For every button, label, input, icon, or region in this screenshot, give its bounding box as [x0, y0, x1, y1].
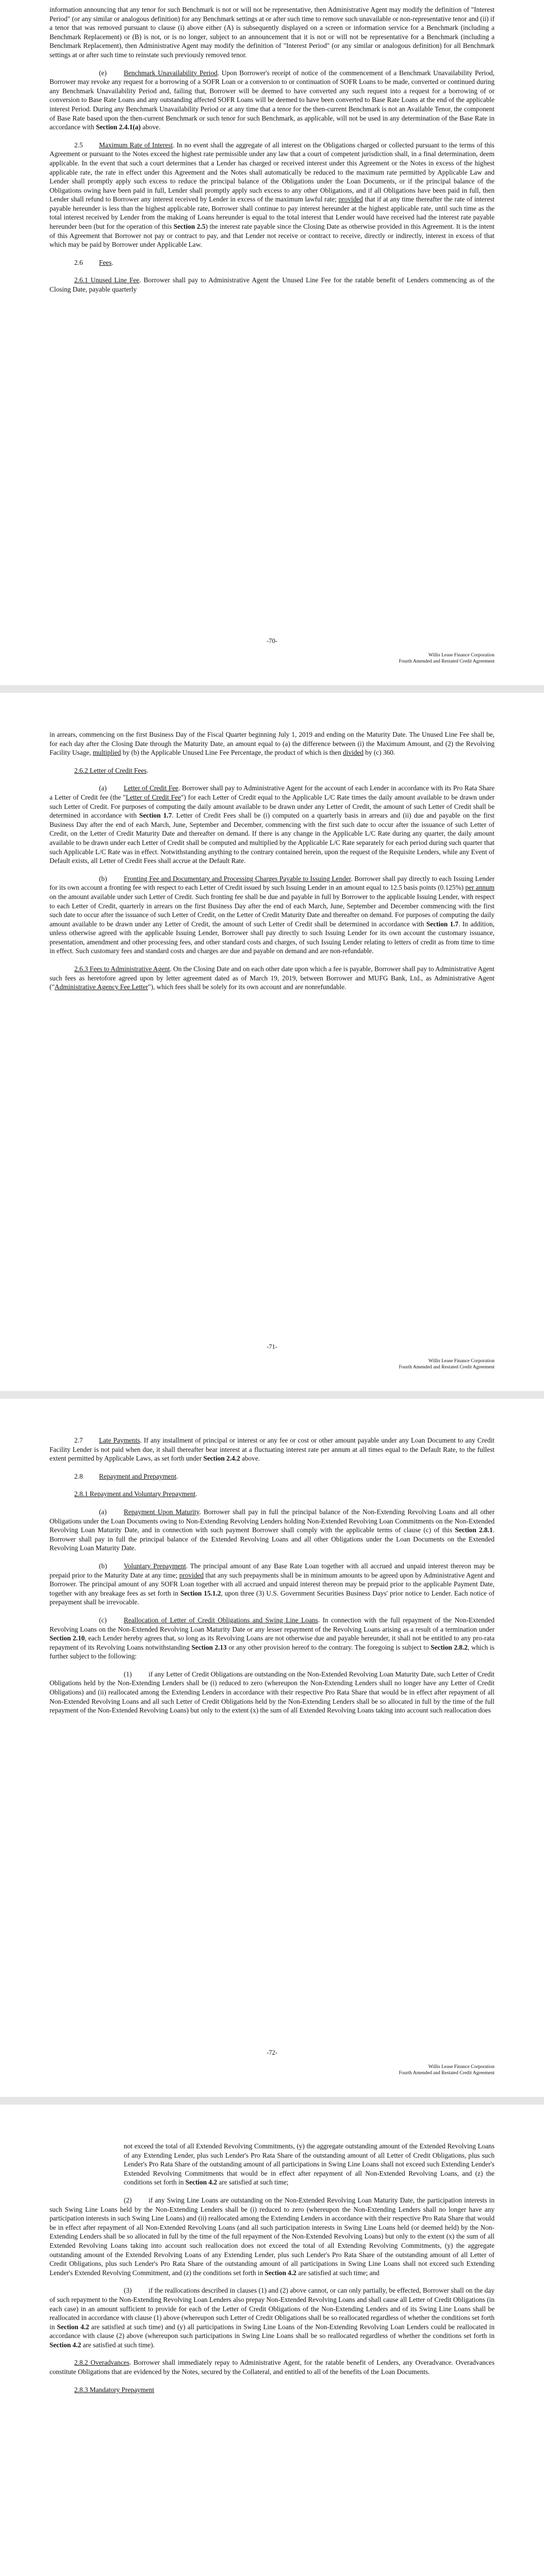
section-title: Late Payments	[99, 1436, 140, 1444]
divided-term: divided	[343, 749, 364, 757]
subsection-title: 2.6.3 Fees to Administrative Agent	[74, 965, 170, 973]
company-name: Willis Lease Finance Corporation	[428, 2064, 494, 2070]
clause-text: . Borrower shall pay in full the principal balance of the Non-Extending Revolving Loans and all other Obligations under the Loan Documents owing to Non-Extending Revolving Lenders holding Non-Extended Revolving Loan Commitments on the Non-Extended Revolving Loan Maturity Date, and in connection with such payment Borrower shall comply with the applicable terms of clause (c) of this	[50, 1507, 494, 1534]
section-2-6-3	[50, 964, 494, 992]
section-2-6-2-heading: 2.6.2 Letter of Credit Fees.	[74, 766, 149, 774]
item-text: if the reallocations described in clauses (1) and (2) above cannot, or can only partially, be effected, Borrower shall on the day of such repayment to the Non-Extending Revolving Loan Lenders also prepay Non-Extended Revolving Loans and shall cause all Letter of Credit Obligations (in each case) in an amount sufficient to provide for each of the Letter of Credit Obligations of the Non-Extending Lenders and of its Swing Line Loans shall be reallocated in accordance with clause (1) above (whereupon such Letter of Credit Obligations shall be so reallocated regardless of whether the conditions set forth in	[50, 2286, 494, 2331]
clause-text: , each Lender hereby agrees that, so long as its Revolving Loans are not otherwise due and payable hereunder, it shall not be entitled to any pro-rata repayment of its Revolving Loans notwithstanding	[50, 1634, 494, 1651]
clause-text: ") for each Letter of Credit equal to the Applicable L/C Rate times the daily amount available to be drawn under such Letter of Credit. For purposes of computing the daily amount available to be drawn under any Letter of Credit, the amount of such Letter of Credit shall be determined in accordance with	[50, 793, 495, 820]
page-72	[0, 1399, 544, 2097]
subsection-title: 2.6.2 Letter of Credit Fees	[74, 766, 147, 774]
section-reference: Section 2.13	[191, 1643, 227, 1651]
clause-title: Benchmark Unavailability Period	[124, 69, 218, 77]
section-2-6-heading: 2.6 Fees.	[74, 258, 113, 266]
item-number: (1)	[124, 1670, 132, 1678]
clause-number: (c)	[99, 1616, 107, 1624]
subsection-title: 2.8.1 Repayment and Voluntary Prepayment	[74, 1490, 196, 1498]
document-footer	[50, 1358, 494, 1370]
section-reference: Section 15.1.2	[180, 1589, 221, 1597]
paragraph-benchmark-unavailability	[50, 69, 494, 132]
item-number: (3)	[124, 2286, 132, 2295]
page-footer	[50, 2049, 494, 2076]
section-title: Fees	[99, 258, 112, 266]
subsection-title: 2.6.1 Unused Line Fee	[74, 276, 140, 284]
defined-term: Administrative Agency Fee Letter	[54, 983, 149, 991]
section-2-7	[50, 1436, 494, 1463]
clause-title: Fronting Fee and Documentary and Processing Charges Payable to Issuing Lender	[124, 874, 351, 883]
clause-text: . Upon Borrower's receipt of notice of the commencement of a Benchmark Unavailability Period, Borrower may revoke any request for a borrowing of a SOFR Loan or a conversion to or continuation of SOFR Loans to be made, converted or continued during any Benchmark Unavailability Period and, failing that, Borrower will be deemed to have converted any such request into a request for a borrowing of or conversion to Base Rate Loans and any outstanding affected SOFR Loans will be deemed to have been converted to Base Rate Loans at the end of the applicable interest Period. During any Benchmark Unavailability Period or at any time that a tenor for the then-current Benchmark is not an Available Tenor, the component of Base Rate based upon the then-current Benchmark or such tenor for such Benchmark, as applicable, will not be used in any determination of the Base Rate in accordance with	[50, 69, 494, 131]
section-reference: Section 2.5	[173, 223, 206, 231]
page-number: -71-	[267, 1343, 277, 1350]
clause-text: . Borrower shall pay to Administrative Agent for the account of each Lender in accordance with its Pro Rata Share a Letter of Credit fee (the "	[50, 784, 494, 801]
item-text: are satisfied at such time) and (y) all participations in Swing Line Loans of the Non-Extending Revolving Loan Lenders could be reallocated in accordance with clause (2) above (whereupon such participations in Swing Line Loans shall be so reallocated regardless of whether the conditions set forth in	[50, 2323, 494, 2340]
document-footer	[50, 652, 494, 665]
item-text: if any Letter of Credit Obligations are outstanding on the Non-Extended Revolving Loan Maturity Date, such Letter of Credit Obligations held by the Non-Extending Lenders shall be (i) reduced to zero (whereupon the Non-Extending Lenders shall no longer have any Letter of Credit Obligations) and (ii) reallocated among the Extending Lenders in accordance with their respective Pro Rata Share that would be in effect after repayment of all Non-Extended Revolving Loans and all such Letter of Credit Obligations held by the Non-Extending Lenders shall be so allocated in full by the time of the full repayment of the Non-Extended Revolving Loans) but only to the extent (x) the sum of all Extended Revolving Loans taking into account such reallocation does	[50, 1670, 494, 1715]
defined-term: Letter of Credit Fee	[125, 793, 181, 801]
section-2-8-3-heading	[50, 2385, 494, 2395]
document-title: Fourth Amended and Restated Credit Agreement	[399, 1365, 494, 1370]
section-reference: Section 1.7	[139, 811, 172, 820]
subsection-text: "), which fees shall be solely for its own account and are nonrefundable.	[148, 983, 347, 991]
paragraph-item-1	[50, 1670, 494, 1715]
paragraph-unused-line-fee-cont	[50, 730, 494, 757]
section-reference: Section 2.4.2	[203, 1454, 240, 1463]
item-text: are satisfied at such time;	[217, 2178, 289, 2187]
section-text: that if at any time thereafter the rate of interest payable hereunder is less than the highest applicable rate, Borrower shall continue to pay interest hereunder at the highest applicable rate, until such time as the total interest received by Lender from the making of Loans hereunder is equal to the total interest that Lender would have received had the interest rate payable hereunder been (but for the operation of this	[50, 195, 495, 231]
multiplied-term: multiplied	[92, 749, 121, 757]
section-reference: Section 4.2	[50, 2341, 81, 2349]
clause-text: . In addition, unless otherwise agreed with the applicable Issuing Lender, Borrower shall pay directly to such Issuing Lender for its own account the customary issuance, presentation, amendment and other processing fees, and other standard costs and charges, of such Issuing Lender relating to letters of credit as from time to time in effect. Such customary fees and standard costs and charges are due and payable on demand and are non-refundable.	[50, 920, 494, 955]
clause-title: Letter of Credit Fee	[124, 784, 178, 792]
paragraph-reallocation	[50, 1616, 494, 1661]
paragraph-voluntary-prepayment	[50, 1562, 494, 1607]
clause-number: (b)	[99, 1562, 107, 1570]
clause-number: (a)	[99, 1507, 107, 1516]
per-annum-term: per annum	[465, 884, 494, 892]
section-text: above.	[240, 1454, 260, 1463]
section-reference: Section 1.7	[426, 920, 459, 928]
paragraph-benchmark-tenor: information announcing that any tenor for such Benchmark is not or will not be representative, then Administrative Agent may modify the definition of "Interest Period" (or any similar or analogous definition) for any Benchmark settings at or after such time to remove such unavailable or non-representative tenor and (ii) if a tenor that was removed pursuant to clause (i) above either (A) is subsequently displayed on a screen or information service for a Benchmark (including a Benchmark Replacement) or (B) is not, or is no longer, subject to an announcement that it is not or will not be representative for a Benchmark (including a Benchmark Replacement), then Administrative Agent may modify the definition of "Interest Period" (or any similar or analogous definition) for all Benchmark settings at or after such time to reinstate such previously removed tenor.	[50, 6, 494, 59]
page-footer	[50, 1343, 494, 1370]
section-reference: Section 2.4.1(a)	[96, 123, 141, 131]
section-number: 2.6	[74, 258, 83, 266]
section-reference: Section 4.2	[265, 2268, 296, 2277]
section-number: 2.5	[74, 141, 83, 149]
paragraph-text: in arrears, commencing on the first Business Day of the Fiscal Quarter beginning July 1, 2019 and ending on the Maturity Date. The Unused Line Fee shall be, for each day after the Closing Date through the Maturity Date, an amount equal to (a) the difference between (i) the Maximum Amount, and (2) the Revolving Facility Usage,	[50, 731, 494, 757]
clause-text: . Borrower shall pay directly to each Issuing Lender for its own account a fronting fee with respect to each Letter of Credit issued by such Issuing Lender in an amount equal to 12.5 basis points (0.125%)	[50, 874, 494, 892]
section-title: Repayment and Prepayment	[99, 1472, 176, 1480]
section-2-6-1	[50, 276, 494, 294]
paragraph-fronting-fee	[50, 874, 494, 956]
clause-text: that any such prepayments shall be in minimum amounts to be agreed upon by Administrative Agent and Borrower. The principal amount of any SOFR Loan together with all accrued and unpaid interest thereon may be prepaid prior to the applicable Payment Date, together with any breakage fees as set forth in	[50, 1571, 494, 1597]
clause-title: Repayment Upon Maturity	[124, 1507, 200, 1516]
section-2-8-1-heading: 2.8.1 Repayment and Voluntary Prepayment.	[74, 1490, 197, 1498]
provided-term: provided	[179, 1571, 204, 1579]
section-reference: Section 4.2	[57, 2323, 89, 2331]
clause-text: , which is further subject to the following:	[50, 1643, 494, 1660]
item-text: if any Swing Line Loans are outstanding on the Non-Extended Revolving Loan Maturity Date, the participation interests in such Swing Line Loans held by the Non-Extending Lenders shall be (i) reduced to zero (whereupon the Non-Extending Lenders shall no longer have any participation interests in such Swing Line Loans) and (ii) reallocated among the Extending Lenders in accordance with their respective Pro Rata Share that would be in effect after repayment of all Non-Extended Revolving Loans (and all such participation interests in Swing Line Loans held (or deemed held) by the Non-Extending Lenders shall be so allocated in full by the time of the full repayment of the Non-Extended Revolving Loans) but only to the extent (x) the sum of all Extended Revolving Loans taking into account such reallocation does not exceed the total of all Extending Revolving Commitments, (y) the aggregate outstanding amount of the Extended Revolving Loans of any Extending Lender, plus such Lender's Pro Rata Share of the outstanding amount of all Letter of Credit Obligations, plus such Lender's Pro Rata Share of the outstanding amount of all participations in Swing Line Loans shall not exceed such Extending Lender's Extended Revolving Commitment, and (z) the conditions set forth in	[50, 2196, 494, 2277]
paragraph-letter-of-credit-fee	[50, 784, 494, 865]
section-reference: Section 2.10	[50, 1634, 85, 1642]
provided-term: provided	[338, 195, 363, 204]
section-number: 2.8	[74, 1472, 83, 1480]
section-2-8-heading: 2.8 Repayment and Prepayment.	[74, 1472, 178, 1480]
subsection-title: 2.8.3 Mandatory Prepayment	[74, 2385, 155, 2394]
page-number: -70-	[267, 637, 277, 645]
clause-title: Reallocation of Letter of Credit Obligations and Swing Line Loans	[124, 1616, 318, 1624]
subsection-text: . Borrower shall immediately repay to Administrative Agent, for the ratable benefit of Lenders, any Overadvance. Overadvances constitute Obligations that are evidenced by the Notes, secured by the Collateral, and entitled to all of the benefits of the Loan Documents.	[50, 2359, 494, 2376]
document-title: Fourth Amended and Restated Credit Agreement	[399, 659, 494, 664]
clause-text: . In connection with the full repayment of the Non-Extended Revolving Loans on the Non-Extended Revolving Loan Maturity Date or any lesser repayment of the Revolving Loans arising as a result of a termination under	[50, 1616, 494, 1633]
paragraph-text: by (c) 360.	[363, 749, 395, 757]
clause-text: on the amount available under such Letter of Credit. Such fronting fee shall be due and payable in full by Borrower to the applicable Issuing Lender, with respect to each Letter of Credit, quarterly in arrears on the first Business Day after the end of each March, June, September and December commencing with the first such date to occur after the issuance of such Letter of Credit, on the Letter of Credit Maturity Date and thereafter on demand. For purposes of computing the daily amount available to be drawn under any Letter of Credit, the amount of such Letter of Credit shall be determined in accordance with	[50, 892, 494, 928]
company-name: Willis Lease Finance Corporation	[428, 1359, 494, 1364]
company-name: Willis Lease Finance Corporation	[428, 653, 494, 658]
item-number: (2)	[124, 2196, 132, 2204]
clause-text: . The principal amount of any Base Rate Loan together with all accrued and unpaid interest thereon may be prepaid prior to the Maturity Date at any time;	[50, 1562, 494, 1579]
subsection-title: 2.8.2 Overadvances	[74, 2359, 129, 2367]
document-title: Fourth Amended and Restated Credit Agreement	[399, 2071, 494, 2076]
paragraph-repayment-upon-maturity	[50, 1507, 494, 1553]
subsection-text: . Borrower shall pay to Administrative Agent the Unused Line Fee for the ratable benefit of Lenders commencing as of the Closing Date, payable quarterly	[50, 276, 494, 294]
section-text: . If any installment of principal or interest or any fee or cost or other amount payable under any Loan Document to any Credit Facility Lender is not paid when due, it shall thereafter bear interest at a fluctuating interest rate per annum at all times equal to the Default Rate, to the fullest extent permitted by Applicable Laws, as set forth under	[50, 1436, 494, 1463]
section-title: Maximum Rate of Interest	[99, 141, 173, 149]
clause-number: (e)	[99, 69, 107, 77]
section-2-5	[50, 141, 494, 249]
section-number: 2.7	[74, 1436, 83, 1444]
paragraph-item-3	[50, 2286, 494, 2349]
section-2-8-2	[50, 2358, 494, 2376]
section-text: ) the interest rate payable since the Closing Date as otherwise provided in this Agreement. It is the intent of this Agreement that Borrower not pay or contract to pay, and that Lender not receive or contract to receive, directly or indirectly, interest in excess of that which may be paid by Borrower under Applicable Law.	[50, 223, 494, 249]
clause-text: . Borrower shall pay in full the principal balance of the Extended Revolving Loans and all other Obligations under the Loan Documents on the Extended Revolving Loan Maturity Date.	[50, 1526, 494, 1552]
item-text: are satisfied at such time).	[81, 2341, 155, 2349]
section-reference: Section 2.8.2	[431, 1643, 468, 1651]
clause-number: (b)	[99, 874, 107, 883]
page-number: -72-	[267, 2049, 277, 2056]
document-footer	[50, 2064, 494, 2076]
page-70	[0, 0, 544, 685]
page-71	[0, 693, 544, 1391]
page-73	[0, 2105, 544, 2576]
paragraph-item-1-cont	[50, 2142, 494, 2187]
clause-title: Voluntary Prepayment	[124, 1562, 186, 1570]
section-reference: Section 4.2	[185, 2178, 217, 2187]
paragraph-item-2	[50, 2196, 494, 2277]
clause-text: . Letter of Credit Fees shall be (i) computed on a quarterly basis in arrears and (ii) due and payable on the first Business Day after the end of each March, June, September and December, commencing with the first such date to occur after the issuance of such Letter of Credit, on the Letter of Credit Maturity Date and thereafter on demand. If there is any change in the Applicable L/C Rate during any quarter, the daily amount available to be drawn under each Letter of Credit shall be computed and multiplied by the Applicable L/C Rate separately for each period during such quarter that such Applicable L/C Rate was in effect. Notwithstanding anything to the contrary contained herein, upon the request of the Requisite Lenders, while any Event of Default exists, all Letter of Credit Fees shall accrue at the Default Rate.	[50, 811, 494, 865]
paragraph-text: by (b) the Applicable Unused Line Fee Percentage, the product of which is then	[121, 749, 343, 757]
clause-text: , upon three (3) U.S. Government Securities Business Days' prior notice to Lender. Each notice of prepayment shall be irrevocable.	[50, 1589, 494, 1606]
page-footer	[50, 637, 494, 665]
section-text: . In no event shall the aggregate of all interest on the Obligations charged or collected pursuant to the terms of this Agreement or pursuant to the Notes exceed the highest rate permissible under any law that a court of competent jurisdiction shall, in a final determination, deem applicable. In the event that such a court determines that a Lender has charged or received interest under this Agreement or the Notes in excess of the highest applicable rate, the rate in effect under this Agreement and the Notes shall automatically be reduced to the maximum rate permitted by Applicable Law and Lender shall promptly apply such excess to reduce the principal balance of the Obligations under the Loan Documents, or if the principal balance of the Obligations owing have been paid in full, Lender shall promptly apply such excess to any other Obligations, and if all Obligations have been paid in full, then Lender shall refund to Borrower any interest received by Lender in excess of the maximum lawful rate;	[50, 141, 494, 204]
item-text: are satisfied at such time; and	[296, 2268, 380, 2277]
item-text: not exceed the total of all Extended Revolving Commitments, (y) the aggregate outstanding amount of the Extended Revolving Loans of any Extending Lender, plus such Lender's Pro Rata Share of the outstanding amount of all Letter of Credit Obligations, plus such Lender's Pro Rata Share of the outstanding amount of all participations in Swing Line Loans shall not exceed such Extending Lender's Extended Revolving Commitments that would be in effect after repayment of all Non-Extended Revolving Loans, and (z) the conditions set forth in	[124, 2142, 494, 2187]
clause-text: or any other provision hereof to the contrary. The foregoing is subject to	[226, 1643, 431, 1651]
clause-number: (a)	[99, 784, 107, 792]
clause-text: above.	[140, 123, 161, 131]
section-reference: Section 2.8.1	[455, 1526, 493, 1534]
subsection-text: . On the Closing Date and on each other date upon which a fee is payable, Borrower shall pay to Administrative Agent such fees as heretofore agreed upon by letter agreement dated as of March 19, 2019, between Borrower and MUFG Bank, Ltd., as Administrative Agent ("	[50, 965, 494, 991]
